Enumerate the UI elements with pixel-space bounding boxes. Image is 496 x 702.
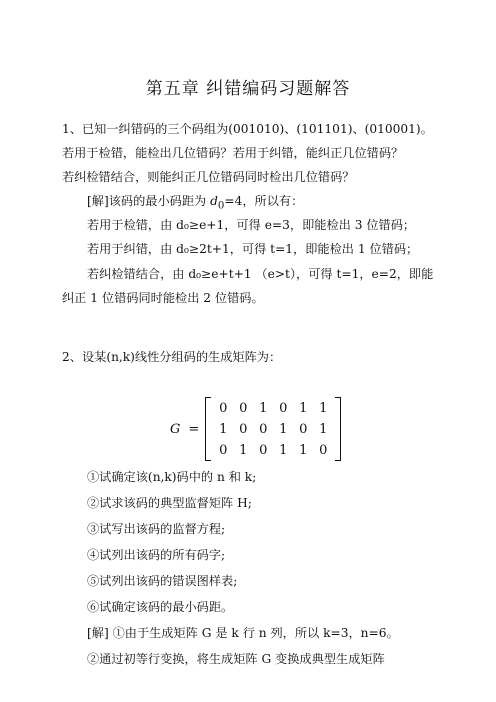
matrix-cell: 0 <box>299 421 308 437</box>
matrix-cell: 1 <box>219 421 228 437</box>
q1-line-2: 若用于检错，能检出几位错码？若用于纠错，能纠正几位错码？ <box>62 146 404 160</box>
matrix-grid <box>211 398 335 461</box>
q1-line-1: 1、已知一纠错码的三个码组为(001010)、(101101)、(010001)。 <box>62 122 433 136</box>
q1-solution-intro <box>87 193 303 214</box>
q1-answer-detect: 若用于检错，由 d₀≥e+1，可得 e=3，即能检出 3 位错码； <box>87 218 416 232</box>
matrix-cell: 1 <box>259 400 268 416</box>
matrix-label: G <box>170 421 181 437</box>
matrix-cell: 1 <box>319 421 328 437</box>
matrix-cell: 1 <box>279 442 288 458</box>
q1-line-3: 若纠检错结合，则能纠正几位错码同时检出几位错码？ <box>62 170 355 184</box>
chapter-title: 第五章 纠错编码习题解答 <box>145 79 351 99</box>
matrix-cell: 1 <box>239 442 248 458</box>
q2-item-1: ①试确定该(n,k)码中的 n 和 k; <box>87 470 257 484</box>
q1-sol-prefix: [解]该码的最小码距为 <box>87 194 211 208</box>
q1-answer-combined: 若纠检错结合，由 d₀≥e+t+1 （e>t），可得 t=1，e=2，即能 <box>87 267 434 281</box>
matrix-cell: 1 <box>299 442 308 458</box>
q1-sol-suffix: =4，所以有： <box>224 194 304 208</box>
q1-answer-combined-cont: 纠正 1 位错码同时能检出 2 位错码。 <box>62 291 264 305</box>
matrix-cell: 0 <box>279 400 288 416</box>
q2-line-1: 2、设某(n,k)线性分组码的生成矩阵为： <box>62 350 282 364</box>
q1-sol-var: d <box>210 194 218 208</box>
q1-answer-correct: 若用于纠错，由 d₀≥2t+1，可得 t=1，即能检出 1 位错码； <box>87 242 419 256</box>
matrix-cell: 0 <box>219 400 228 416</box>
matrix-cell: 0 <box>319 442 328 458</box>
matrix-cell: 1 <box>279 421 288 437</box>
matrix-cell: 0 <box>239 421 248 437</box>
generator-matrix <box>170 396 341 462</box>
matrix-equals: = <box>188 421 200 437</box>
matrix-cell: 0 <box>239 400 248 416</box>
q2-item-3: ③试写出该码的监督方程; <box>87 522 226 536</box>
q2-solution-2: ②通过初等行变换，将生成矩阵 G 变换成典型生成矩阵 <box>87 652 385 666</box>
matrix-right-bracket <box>335 397 341 461</box>
matrix-cell: 0 <box>259 442 268 458</box>
q2-item-4: ④试列出该码的所有码字; <box>87 548 226 562</box>
q1-sol-sub: 0 <box>217 200 225 212</box>
q2-solution-1: [解] ①由于生成矩阵 G 是 k 行 n 列，所以 k=3，n=6。 <box>87 626 399 640</box>
matrix-cell: 0 <box>259 421 268 437</box>
matrix-cell: 0 <box>219 442 228 458</box>
matrix-cell: 1 <box>299 400 308 416</box>
q2-item-2: ②试求该码的典型监督矩阵 H; <box>87 496 252 510</box>
matrix-cell: 1 <box>319 400 328 416</box>
q2-item-6: ⑥试确定该码的最小码距。 <box>87 600 234 614</box>
q2-item-5: ⑤试列出该码的错误图样表; <box>87 574 238 588</box>
